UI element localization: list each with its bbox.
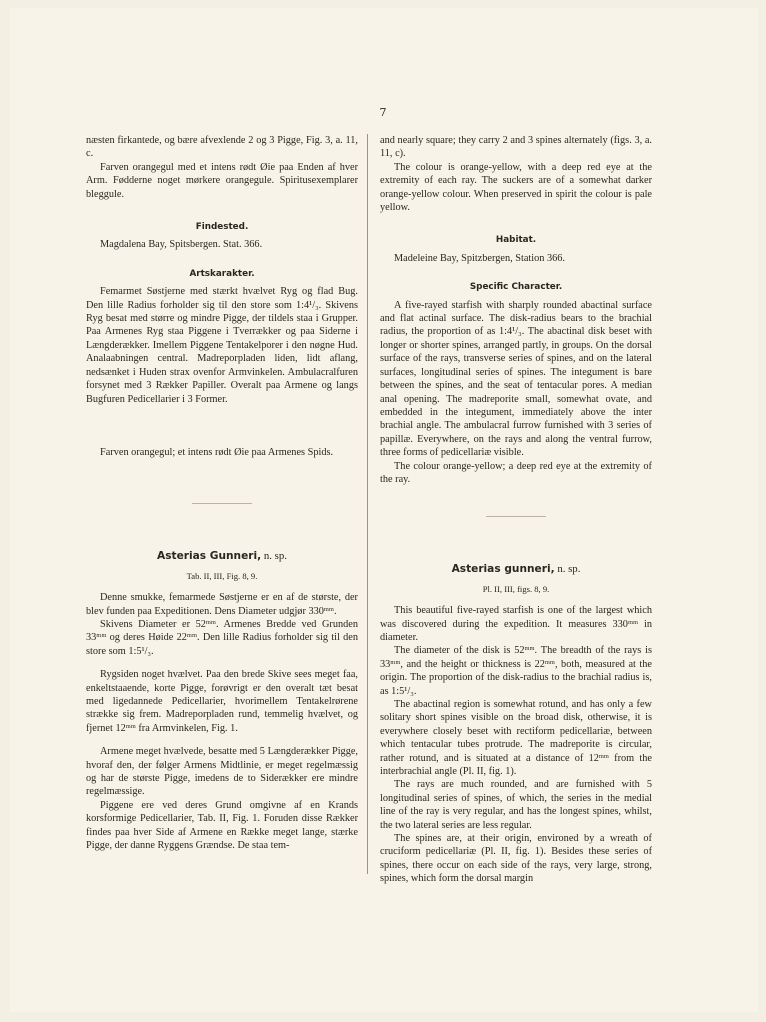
species-title — [86, 550, 358, 563]
paragraph: The spines are, at their origin, environed by a wreath of cruciform pedicellariæ (Pl. II, fig. 1). Besides these series of spines, there occur on each side of the rays, very large, strong, spines, which form the dorsal margin — [380, 833, 652, 885]
habitat-heading: Habitat. — [495, 235, 537, 246]
paragraph: Farven orangegul med et intens rødt Øie paa Enden af hver Arm. Fødderne noget mørkere orangegule. Spiritusexemplarer bleggule. — [86, 161, 358, 200]
paragraph: næsten firkantede, og bære afvexlende 2 og 3 Pigge, Fig. 3, a. 11, c. — [86, 135, 358, 160]
english-column — [380, 134, 652, 886]
species-name: Asterias gunneri, — [451, 563, 555, 576]
species-name: Asterias Gunneri, — [157, 550, 262, 563]
species-title — [380, 563, 652, 576]
danish-column — [86, 134, 358, 852]
specific-character-heading: Specific Character. — [469, 282, 563, 293]
findested-heading: Findested. — [195, 222, 249, 233]
spacer — [86, 406, 358, 446]
paragraph: The rays are much rounded, and are furnished with 5 longitudinal series of spines, of which, the series in the medial line of the ray is very regular, and has the longest spines, whilst, the two lateral series are less regular. — [380, 779, 652, 831]
artskarakter-heading: Artskarakter. — [189, 268, 255, 279]
spacer — [86, 658, 358, 668]
paragraph: Armene meget hvælvede, besatte med 5 Længderækker Pigge, hvoraf den, der følger Armens Midtlinie, er meget regelmæssig og har de største Pigge, imedens de to Siderækker ere mindre regelmæssige. — [86, 746, 358, 798]
paragraph: A five-rayed starfish with sharply rounded abactinal surface and flat actinal surface. The disk-radius bears to the brachial radius, the proportion of as 1:4¹/₃. The abactinal disk beset with longer or shorter spines, arranged partly, in groups. On the dorsal surface of the rays, transverse series of spines, and on the lateral surfaces, longitudinal series of spines. The integument is bare between the spines, and the seat of tentacular pores. A median anal opening. The madreporite small, somewhat ovate, and embedded in the integument, immediately above the inter brachial angle. The ambulacral furrow furnished with 3 series of papillæ. Everywhere, on the rays and along the ventral furrow, three forms of pedicellariæ visible. — [380, 299, 652, 459]
species-suffix: n. sp. — [557, 563, 581, 576]
spacer — [86, 735, 358, 745]
paragraph: Farven orangegul; et intens rødt Øie paa Armenes Spids. — [100, 446, 334, 458]
paragraph: The diameter of the disk is 52ᵐᵐ. The breadth of the rays is 33ᵐᵐ, and the height or thickness is 22ᵐᵐ, both, measured at the origin. The proportion of the disk-radius to the brachial radius is, as 1:5¹/₃. — [380, 645, 652, 697]
paragraph: Denne smukke, femarmede Søstjerne er en af de største, der blev funden paa Expeditionen. Dens Diameter udgjør 330ᵐᵐ. — [86, 592, 358, 617]
section-separator — [486, 516, 546, 517]
paragraph: The colour orange-yellow; a deep red eye at the extremity of the ray. — [380, 460, 652, 485]
paragraph: Magdalena Bay, Spitsbergen. Stat. 366. — [100, 239, 263, 251]
paragraph: Madeleine Bay, Spitzbergen, Station 366. — [394, 252, 566, 264]
paragraph: Femarmet Søstjerne med stærkt hvælvet Ryg og flad Bug. Den lille Radius forholder sig til den store som 1:4¹/₃. Skivens Ryg besat med større og mindre Pigge, der tildels staa i Grupper. Paa Armenes Ryg staa Piggene i Tverrækker og paa Siderne i Længderækker. Imellem Piggene Tentakelporer i den nøgne Hud. Analaabningen central. Madreporpladen liden, lidt aflang, nedsænket i Huden strax ovenfor Armvinkelen. Ambulacralfuren forsynet med 3 Rækker Papiller. Overalt paa Armene og langs Bugfuren Pedicellarier i 3 Former. — [86, 286, 358, 405]
paragraph: The abactinal region is somewhat rotund, and has only a few solitary short spines visible on the broad disk, otherwise, it is everywhere closely beset with rectiform pedicellariæ, between which tentacular tubes protrude. The madreporite is circular, rather rotund, and is situated at a distance of 12ᵐᵐ from the interbrachial angle (Pl. II, fig. 1). — [380, 699, 652, 778]
paragraph: Skivens Diameter er 52ᵐᵐ. Armenes Bredde ved Grunden 33ᵐᵐ og deres Høide 22ᵐᵐ. Den lille Radius forholder sig til den store som 1:5¹/₃. — [86, 618, 358, 657]
paragraph: This beautiful five-rayed starfish is one of the largest which was discovered during the expedition. It measures 330ᵐᵐ in diameter. — [380, 605, 652, 643]
page-number: 7 — [379, 106, 387, 119]
paragraph: Rygsiden noget hvælvet. Paa den brede Skive sees meget faa, enkeltstaaende, korte Pigge, forøvrigt er den overalt tæt besat med ligedannede Pedicellarier, hvorimellem Tentakelrørene strække sig frem. Madreporpladen rund, temmelig hvælvet, og fjernet 12ᵐᵐ fra Armvinkelen, Fig. 1. — [86, 669, 358, 734]
plate-reference: Tab. II, III, Fig. 8, 9. — [186, 570, 258, 581]
section-separator — [192, 503, 252, 504]
plate-reference: Pl. II, III, figs. 8, 9. — [482, 583, 550, 594]
paragraph: The colour is orange-yellow, with a deep red eye at the extremity of each ray. The suckers are of a somewhat darker orange-yellow colour. When preserved in spirit the colour is pale yellow. — [380, 161, 652, 214]
paragraph: and nearly square; they carry 2 and 3 spines alternately (figs. 3, a. 11, c). — [380, 135, 652, 160]
column-divider — [367, 134, 368, 874]
paragraph: Piggene ere ved deres Grund omgivne af en Krands korsformige Pedicellarier, Tab. II, Fig. 1. Foruden disse Rækker findes paa hver Side af Armene en Række meget lange, stærke Pigge, der danne Ryggens Grændse. De staa tem- — [86, 799, 358, 852]
species-suffix: n. sp. — [263, 550, 287, 563]
